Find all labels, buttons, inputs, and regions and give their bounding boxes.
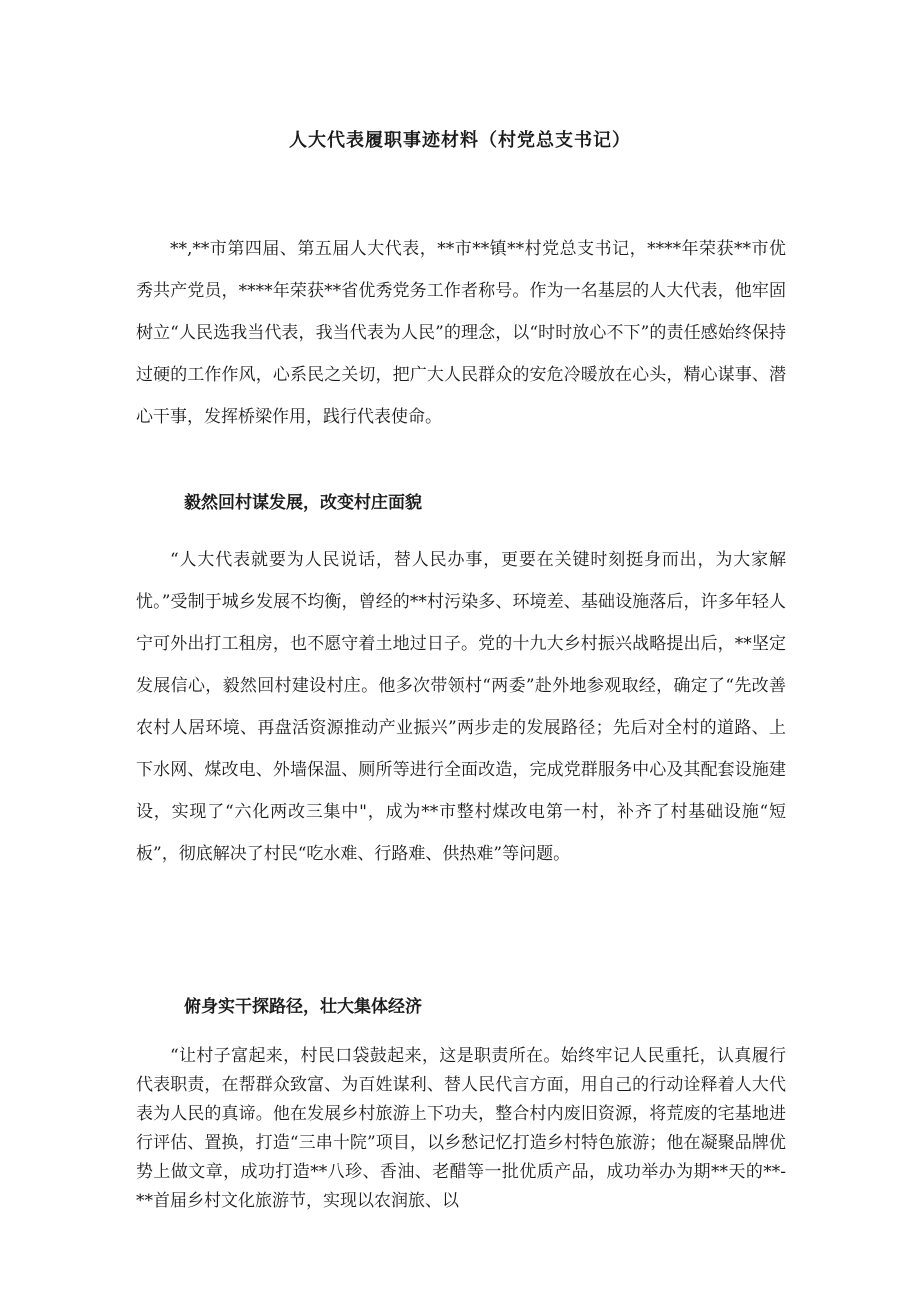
section-2-paragraph: “让村子富起来，村民口袋鼓起来，这是职责所在。始终牢记人民重托，认真履行代表职责，在帮群众致富、为百姓谋利、替人民代言方面，用自己的行动诠释着人大代表为人民的真谛。他在发展乡村旅游上下功夫，整合村内废旧资源，将荒废的宅基地进行评估、置换，打造“三串十院”项目，以乡愁记忆打造乡村特色旅游；他在凝聚品牌优势上做文章，成功打造**八珍、香油、老醋等一批优质产品，成功举办为期**天的**-**首届乡村文化旅游节，实现以农润旅、以 <box>136 1046 786 1211</box>
section-heading-1: 毅然回村谋发展，改变村庄面貌 <box>184 493 422 513</box>
section-heading-2: 俯身实干探路径，壮大集体经济 <box>184 997 422 1017</box>
document-title: 人大代表履职事迹材料（村党总支书记） <box>289 130 631 151</box>
section-1-paragraph: “人大代表就要为人民说话，替人民办事，更要在关键时刻挺身而出，为大家解忧。”受制于城乡发展不均衡，曾经的**村污染多、环境差、基础设施落后，许多年轻人宁可外出打工租房，也不愿守着土地过日子。党的十九大乡村振兴战略提出后，**坚定发展信心，毅然回村建设村庄。他多次带领村“两委”赴外地参观取经，确定了“先改善农村人居环境、再盘活资源推动产业振兴”两步走的发展路径；先后对全村的道路、上下水网、煤改电、外墙保温、厕所等进行全面改造，完成党群服务中心及其配套设施建设，实现了“六化两改三集中"，成为**市整村煤改电第一村，补齐了村基础设施“短板”，彻底解决了村民“吃水难、行路难、供热难”等问题。 <box>136 550 786 864</box>
intro-paragraph: **,**市第四届、第五届人大代表，**市**镇**村党总支书记，****年荣获**市优秀共产党员，****年荣获**省优秀党务工作者称号。作为一名基层的人大代表，他牢固树立“人民选我当代表，我当代表为人民”的理念，以“时时放心不下”的责任感始终保持过硬的工作作风，心系民之关切，把广大人民群众的安危冷暖放在心头，精心谋事、潜心干事，发挥桥梁作用，践行代表使命。 <box>136 239 786 427</box>
